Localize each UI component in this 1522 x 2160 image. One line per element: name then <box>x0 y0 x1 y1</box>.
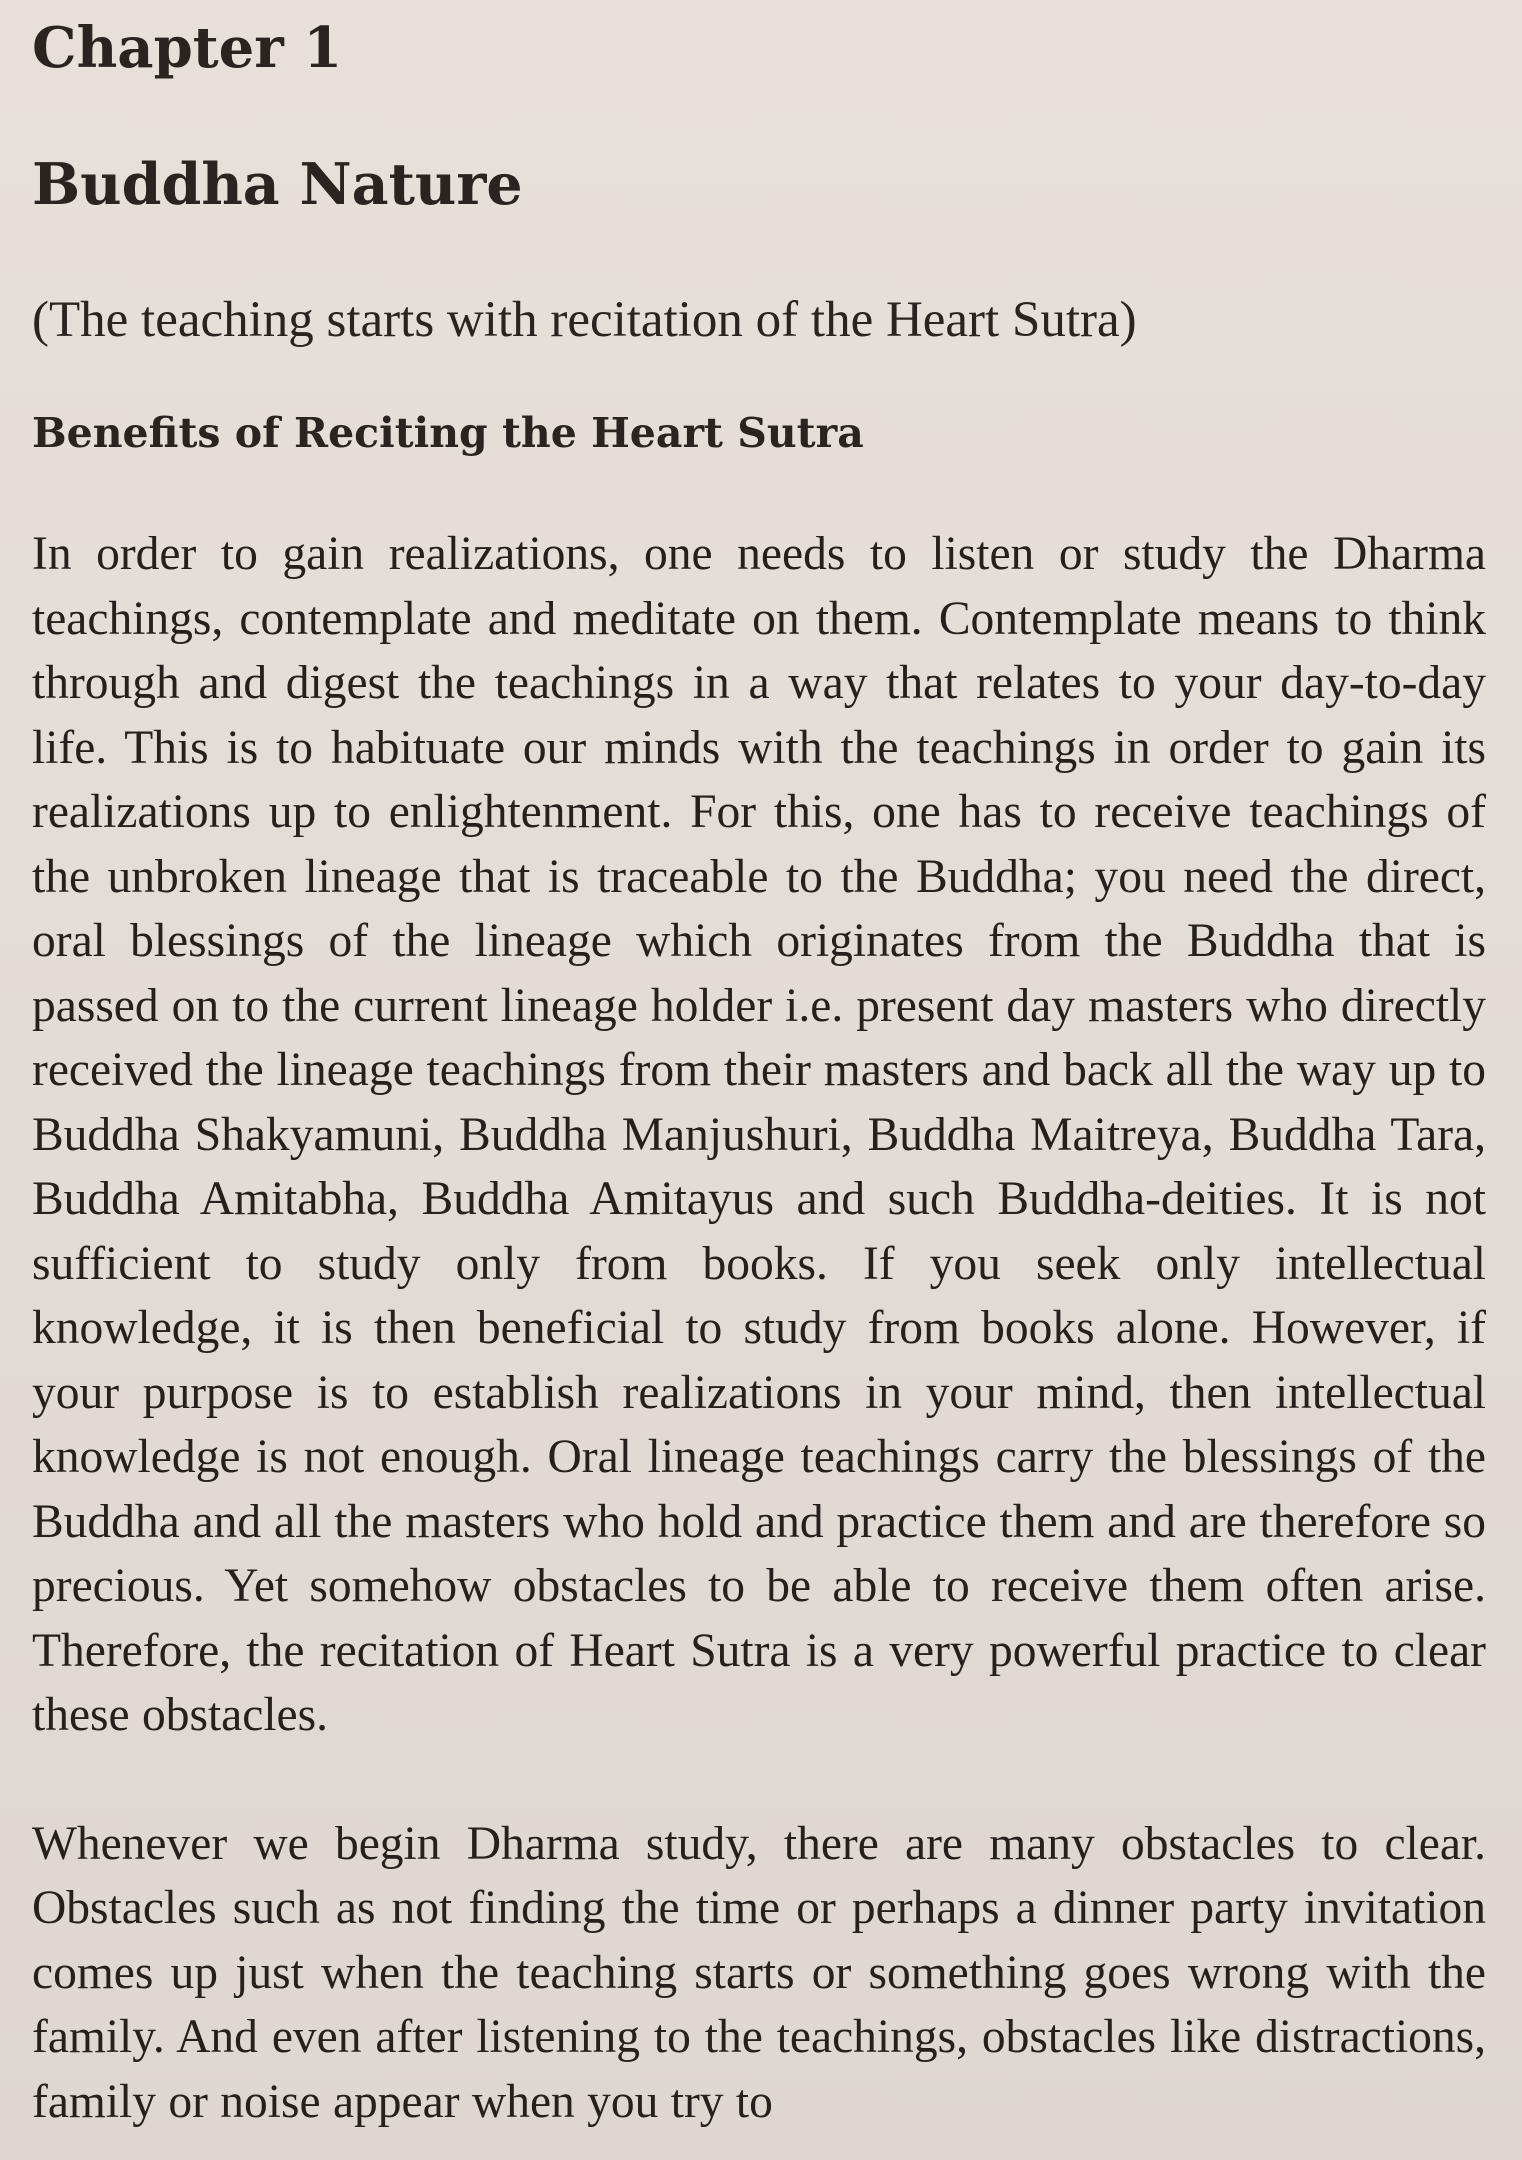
body-paragraph: In order to gain realizations, one needs to listen or study the Dharma teachings, contemplate and meditate on them. Contemplate means to think through and digest the teachings in a way that relates to your day-to-day life. This is to habituate our minds with the teachings in order to gain its realizations up to enlightenment. For this, one has to receive teachings of the unbroken lineage that is traceable to the Buddha; you need the direct, oral blessings of the lineage which originates from the Buddha that is passed on to the current lineage holder i.e. present day masters who directly received the lineage teachings from their masters and back all the way up to Buddha Shakyamuni, Buddha Manjushuri, Buddha Maitreya, Buddha Tara, Buddha Amitabha, Buddha Amitayus and such Buddha-deities. It is not sufficient to study only from books. If you seek only intellectual knowledge, it is then beneficial to study from books alone. However, if your purpose is to establish realizations in your mind, then intellectual knowledge is not enough. Oral lineage teachings carry the blessings of the Buddha and all the masters who hold and practice them and are therefore so precious. Yet somehow obstacles to be able to receive them often arise. Therefore, the recitation of Heart Sutra is a very powerful practice to clear these obstacles. <box>32 528 1486 1741</box>
section-heading: Benefits of Reciting the Heart Sutra <box>32 409 864 457</box>
chapter-title: Buddha Nature <box>32 151 523 218</box>
body-paragraph: Whenever we begin Dharma study, there are many obstacles to clear. Obstacles such as not finding the time or perhaps a dinner party invitation comes up just when the teaching starts or something goes wrong with the family. And even after listening to the teachings, obstacles like distractions, family or noise appear when you try to <box>32 1817 1486 2128</box>
chapter-subtitle: (The teaching starts with recitation of the Heart Sutra) <box>32 292 1137 348</box>
chapter-label: Chapter 1 <box>32 15 343 81</box>
